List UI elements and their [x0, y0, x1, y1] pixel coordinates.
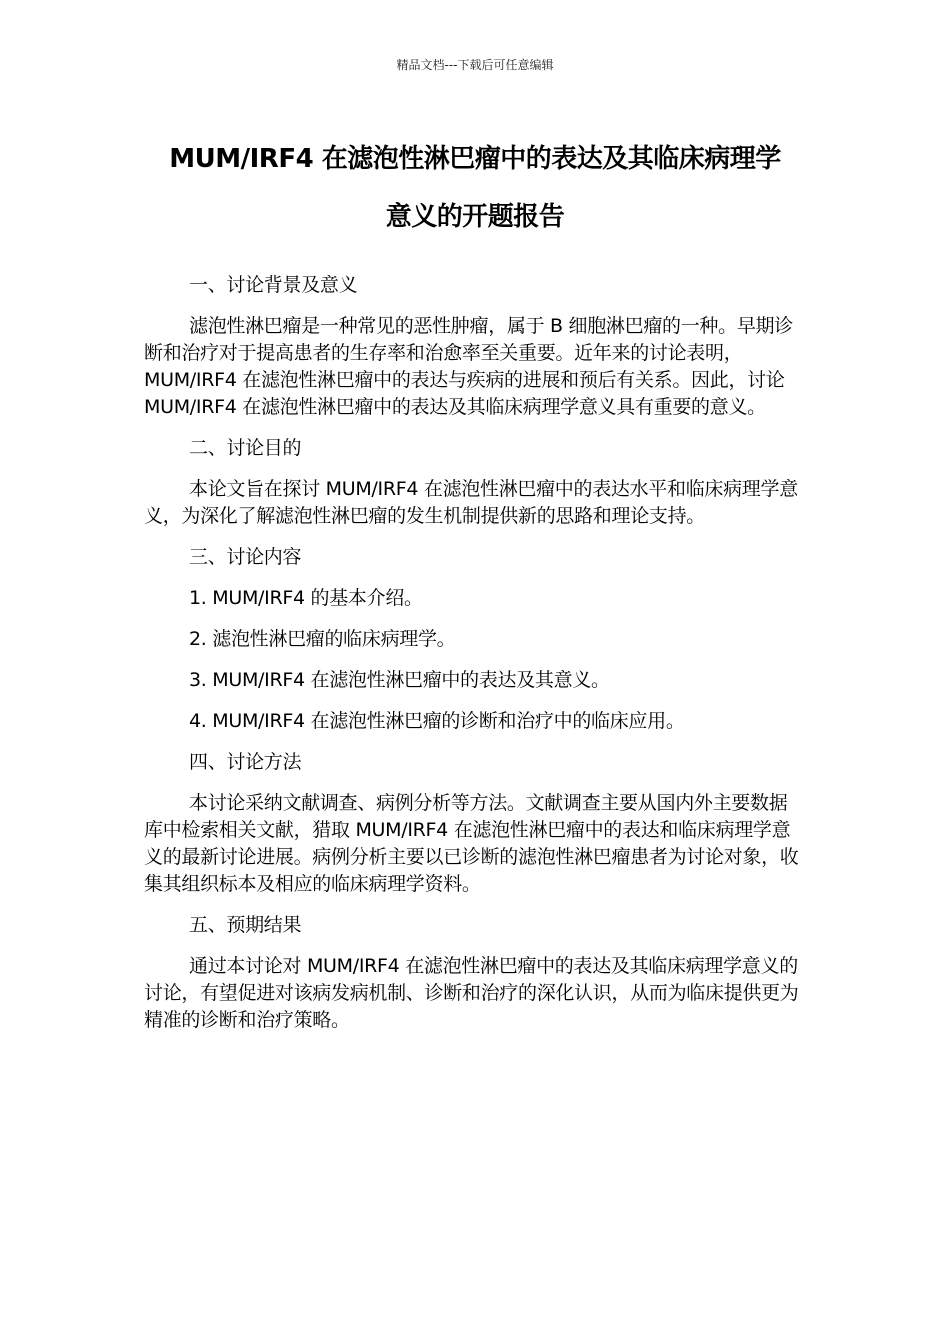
- document-body: [144, 272, 806, 1048]
- list-item: 1. MUM/IRF4 的基本介绍。: [189, 587, 423, 609]
- list-item: 2. 滤泡性淋巴瘤的临床病理学。: [189, 628, 456, 650]
- section-body-purpose: 本论文旨在探讨 MUM/IRF4 在滤泡性淋巴瘤中的表达水平和临床病理学意义，为深化了解滤泡性淋巴瘤的发生机制提供新的思路和理论支持。: [144, 478, 798, 527]
- section-body-expected-results: 通过本讨论对 MUM/IRF4 在滤泡性淋巴瘤中的表达及其临床病理学意义的讨论，有望促进对该病发病机制、诊断和治疗的深化认识，从而为临床提供更为精准的诊断和治疗策略。: [144, 955, 799, 1031]
- section-heading-expected-results: 五、预期结果: [189, 914, 302, 936]
- document-title: [120, 130, 830, 246]
- section-body-background: 滤泡性淋巴瘤是一种常见的恶性肿瘤，属于 B 细胞淋巴瘤的一种。早期诊断和治疗对于提高患者的生存率和治愈率至关重要。近年来的讨论表明，MUM/IRF4 在滤泡性淋巴瘤中的表达与疾病的进展和预后有关系。因此，讨论 MUM/IRF4 在滤泡性淋巴瘤中的表达及其临床病理学意义具有重要的意义。: [144, 315, 793, 418]
- section-heading-content: 三、讨论内容: [189, 546, 302, 568]
- section-body-method: 本讨论采纳文献调查、病例分析等方法。文献调查主要从国内外主要数据库中检索相关文献，猎取 MUM/IRF4 在滤泡性淋巴瘤中的表达和临床病理学意义的最新讨论进展。病例分析主要以已诊断的滤泡性淋巴瘤患者为讨论对象，收集其组织标本及相应的临床病理学资料。: [144, 792, 799, 895]
- section-heading-background: 一、讨论背景及意义: [189, 274, 358, 296]
- page-header: 精品文档---下载后可任意编辑: [396, 58, 554, 72]
- title-line-2: 意义的开题报告: [385, 202, 565, 232]
- list-item: 3. MUM/IRF4 在滤泡性淋巴瘤中的表达及其意义。: [189, 669, 610, 691]
- section-heading-purpose: 二、讨论目的: [189, 437, 302, 459]
- title-line-1: MUM/IRF4 在滤泡性淋巴瘤中的表达及其临床病理学: [169, 144, 781, 174]
- section-heading-method: 四、讨论方法: [189, 751, 302, 773]
- list-item: 4. MUM/IRF4 在滤泡性淋巴瘤的诊断和治疗中的临床应用。: [189, 710, 685, 732]
